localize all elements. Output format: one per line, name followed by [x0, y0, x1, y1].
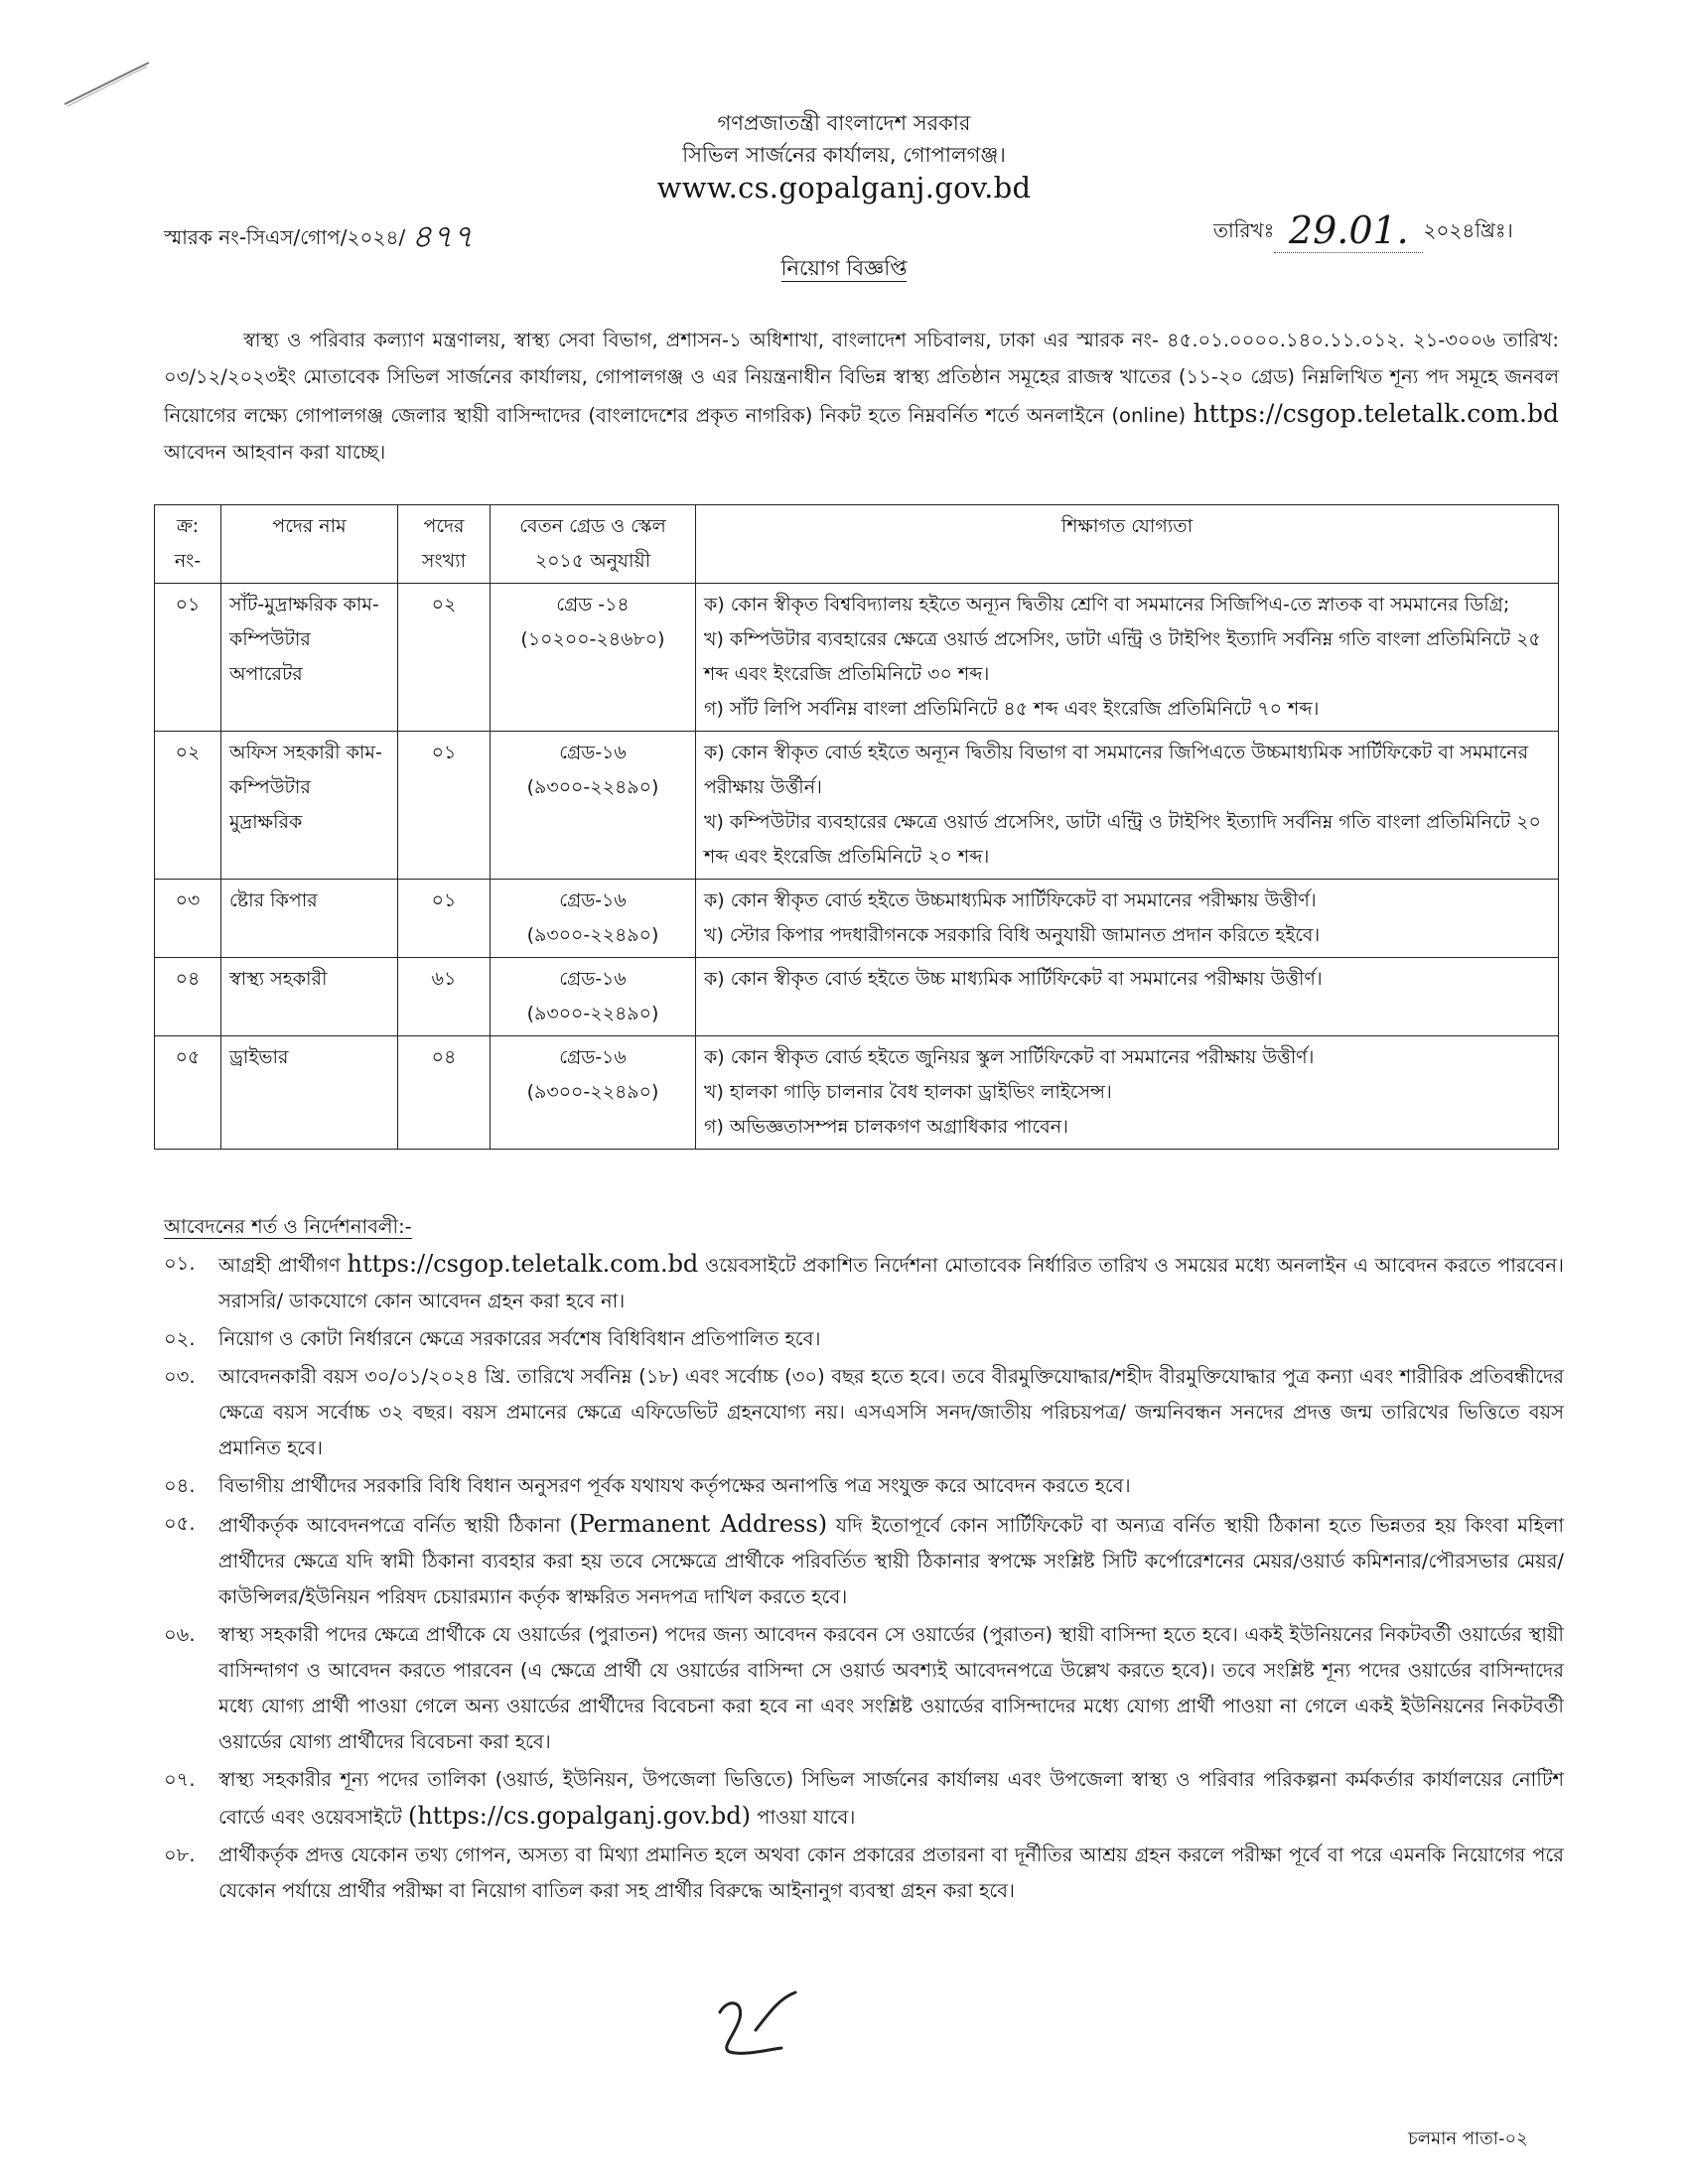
qualification-item: ক) কোন স্বীকৃত বোর্ড হইতে উচ্চ মাধ্যমিক সার্টিফিকেট বা সমমানের পরীক্ষায় উত্তীর্ণ।	[704, 968, 1323, 990]
header-post-name: পদের নাম	[221, 505, 398, 584]
date-suffix: ২০২৪খ্রিঃ।	[1423, 218, 1513, 242]
row-pay-grade	[491, 958, 696, 1036]
memo-date	[1213, 208, 1513, 253]
condition-body: প্রার্থীকর্তৃক প্রদত্ত যেকোন তথ্য গোপন, অসত্য বা মিথ্যা প্রমানিত হলে অথবা কোন প্রকারের প্রতারনা বা দূর্নীতির আশ্রয় গ্রহন করলে পরীক্ষা পূর্বে বা পরে এমনকি নিয়োগের পরে যেকোন পর্যায়ে প্রার্থীর পরীক্ষা বা নিয়োগ বাতিল করা সহ প্রার্থীর বিরুদ্ধে আইনানুগ ব্যবস্থা গ্রহন করা হবে।	[218, 1843, 1564, 1902]
header-post-count: পদের সংখ্যা	[398, 505, 491, 584]
row-serial: ০২	[155, 732, 221, 880]
row-pay-grade	[491, 1036, 696, 1150]
row-serial: ০৪	[155, 958, 221, 1036]
table-row	[155, 958, 1559, 1036]
condition-text	[218, 1617, 1564, 1760]
intro-paragraph	[164, 322, 1559, 471]
conditions-list	[164, 1246, 1564, 1911]
qualification-item: গ) অভিজ্ঞতাসম্পন্ন চালকগণ অগ্রাধিকার পাবেন।	[704, 1116, 1068, 1138]
condition-body-after: ওয়েবসাইটে প্রকাশিত নির্দেশনা মোতাবেক নির্ধারিত তারিখ ও সময়ের মধ্যে অনলাইন এ আবেদন করতে পারবেন। সরাসরি/ ডাকযোগে কোন আবেদন গ্রহন করা হবে না।	[218, 1254, 1564, 1312]
qualification-item: খ) কম্পিউটার ব্যবহারের ক্ষেত্রে ওয়ার্ড প্রসেসিং, ডাটা এন্ট্রি ও টাইপিং ইত্যাদি সর্বনিম্ন গতি বাংলা প্রতিমিনিটে ২০ শব্দ এবং ইংরেজি প্রতিমিনিটে ২০ শব্দ।	[704, 811, 1541, 868]
row-post-name: সাঁট-মুদ্রাক্ষরিক কাম-কম্পিউটার অপারেটর	[221, 584, 398, 732]
signature	[710, 1990, 799, 2060]
application-link[interactable]: https://csgop.teletalk.com.bd	[1193, 399, 1559, 428]
condition-text	[218, 1321, 1564, 1357]
condition-number: ০৮.	[164, 1843, 196, 1866]
office-name: সিভিল সার্জনের কার্যালয়, গোপালগঞ্জ।	[682, 143, 1006, 167]
condition-item	[164, 1468, 1564, 1504]
condition-body-before: স্বাস্থ্য সহকারীর শূন্য পদের তালিকা (ওয়ার্ড, ইউনিয়ন, উপজেলা ভিত্তিতে) সিভিল সার্জনের কার্যালয় এবং উপজেলা স্বাস্থ্য ও পরিবার পরিকল্পনা কর্মকর্তার কার্যালয়ের নোটিশ বোর্ডে এবং ওয়েবসাইটে	[218, 1768, 1564, 1829]
row-post-name: ড্রাইভার	[221, 1036, 398, 1150]
condition-number: ০৭.	[164, 1768, 196, 1791]
qualification-item: ক) কোন স্বীকৃত বোর্ড হইতে উচ্চমাধ্যমিক সার্টিফিকেট বা সমমানের পরীক্ষায় উত্তীর্ণ।	[704, 889, 1317, 911]
condition-item	[164, 1321, 1564, 1357]
condition-link[interactable]: (https://cs.gopalganj.gov.bd)	[407, 1802, 752, 1830]
conditions-title-text: আবেদনের শর্ত ও নির্দেশনাবলী:-	[164, 1215, 412, 1238]
row-serial: ০৫	[155, 1036, 221, 1150]
row-post-name: স্বাস্থ্য সহকারী	[221, 958, 398, 1036]
condition-link[interactable]: (Permanent Address)	[569, 1510, 828, 1538]
row-grade: গ্রেড-১৬	[559, 742, 627, 763]
condition-item	[164, 1762, 1564, 1836]
condition-link[interactable]: https://csgop.teletalk.com.bd	[347, 1250, 699, 1278]
condition-number: ০১.	[164, 1252, 196, 1275]
row-scale: (৯৩০০-২২৪৯০)	[526, 924, 659, 946]
condition-text	[218, 1506, 1564, 1615]
condition-item	[164, 1506, 1564, 1615]
row-post-count: ০১	[398, 732, 491, 880]
vacancy-table	[154, 504, 1559, 1150]
condition-text	[218, 1359, 1564, 1466]
condition-number: ০৫.	[164, 1512, 196, 1535]
condition-number: ০২.	[164, 1327, 196, 1350]
table-row	[155, 880, 1559, 958]
condition-number: ০৪.	[164, 1474, 196, 1497]
condition-text	[218, 1246, 1564, 1319]
condition-number: ০৬.	[164, 1623, 196, 1646]
row-pay-grade	[491, 584, 696, 732]
row-pay-grade	[491, 732, 696, 880]
condition-item	[164, 1617, 1564, 1760]
row-qualification	[696, 1036, 1559, 1150]
table-row	[155, 584, 1559, 732]
row-scale: (১০২০০-২৪৬৮০)	[520, 628, 665, 650]
row-post-count: ০১	[398, 880, 491, 958]
row-grade: গ্রেড-১৬	[559, 968, 627, 990]
condition-item	[164, 1359, 1564, 1466]
qualification-item: ক) কোন স্বীকৃত বিশ্ববিদ্যালয় হইতে অন্যূন দ্বিতীয় শ্রেণি বা সমমানের সিজিপিএ-তে স্নাতক বা সমমানের ডিগ্রি;	[704, 594, 1510, 615]
condition-text	[218, 1838, 1564, 1909]
intro-text-after: আবেদন আহবান করা যাচ্ছে।	[164, 441, 386, 464]
table-row	[155, 732, 1559, 880]
row-serial: ০১	[155, 584, 221, 732]
qualification-item: খ) কম্পিউটার ব্যবহারের ক্ষেত্রে ওয়ার্ড প্রসেসিং, ডাটা এন্ট্রি ও টাইপিং ইত্যাদি সর্বনিম্ন গতি বাংলা প্রতিমিনিটে ২৫ শব্দ এবং ইংরেজি প্রতিমিনিটে ৩০ শব্দ।	[704, 628, 1541, 685]
condition-item	[164, 1246, 1564, 1319]
row-qualification	[696, 958, 1559, 1036]
notice-title	[0, 252, 1688, 287]
row-qualification	[696, 584, 1559, 732]
condition-number: ০৩.	[164, 1365, 196, 1388]
header-pay-grade: বেতন গ্রেড ও স্কেল ২০১৫ অনুযায়ী	[491, 505, 696, 584]
condition-text	[218, 1468, 1564, 1504]
conditions-title	[164, 1213, 412, 1245]
qualification-item: ক) কোন স্বীকৃত বোর্ড হইতে জুনিয়র স্কুল সার্টিফিকেট বা সমমানের পরীক্ষায় উত্তীর্ণ।	[704, 1046, 1315, 1068]
date-handwritten: 29.01.	[1274, 208, 1423, 253]
memo-ref-handwritten-number: ৪৭৭	[411, 217, 474, 255]
condition-body: স্বাস্থ্য সহকারী পদের ক্ষেত্রে প্রার্থীকে যে ওয়ার্ডের (পুরাতন) পদের জন্য আবেদন করবেন সে ওয়ার্ডের (পুরাতন) স্থায়ী বাসিন্দা হতে হবে। একই ইউনিয়নের নিকটবর্তী ওয়ার্ডের স্থায়ী বাসিন্দাগণ ও আবেদন করতে পারবেন (এ ক্ষেত্রে প্রার্থী যে ওয়ার্ডের বাসিন্দা সে ওয়ার্ড অবশ্যই আবেদনপত্রে উল্লেখ করতে হবে)। তবে সংশ্লিষ্ট শূন্য পদের ওয়ার্ডের বাসিন্দাদের মধ্যে যোগ্য প্রার্থী পাওয়া গেলে অন্য ওয়ার্ডের প্রার্থীদের বিবেচনা করা হবে না এবং সংশ্লিষ্ট ওয়ার্ডের বাসিন্দাদের মধ্যে যোগ্য প্রার্থী পাওয়া না গেলে একই ইউনিয়নের নিকটবর্তী ওয়ার্ডের যোগ্য প্রার্থীদের বিবেচনা করা হবে।	[218, 1623, 1564, 1753]
row-qualification	[696, 880, 1559, 958]
row-post-name: অফিস সহকারী কাম-কম্পিউটার মুদ্রাক্ষরিক	[221, 732, 398, 880]
condition-body: নিয়োগ ও কোটা নির্ধারনে ক্ষেত্রে সরকারের সর্বশেষ বিধিবিধান প্রতিপালিত হবে।	[218, 1327, 821, 1350]
qualification-item: ক) কোন স্বীকৃত বোর্ড হইতে অন্যূন দ্বিতীয় বিভাগ বা সমমানের জিপিএতে উচ্চমাধ্যমিক সার্টিফিকেট বা সমমানের পরীক্ষায় উর্ত্তীর্ন।	[704, 742, 1529, 798]
row-qualification	[696, 732, 1559, 880]
row-grade: গ্রেড-১৬	[559, 889, 627, 911]
header-serial: ক্র: নং-	[155, 505, 221, 584]
condition-text	[218, 1762, 1564, 1836]
row-post-count: ০২	[398, 584, 491, 732]
row-serial: ০৩	[155, 880, 221, 958]
qualification-item: খ) স্টোর কিপার পদধারীগনকে সরকারি বিধি অনুযায়ী জামানত প্রদান করিতে হইবে।	[704, 924, 1321, 946]
condition-body-after: পাওয়া যাবে।	[757, 1806, 856, 1829]
row-post-name: ষ্টোর কিপার	[221, 880, 398, 958]
government-header: গণপ্রজাতন্ত্রী বাংলাদেশ সরকার	[717, 111, 971, 135]
condition-body: আবেদনকারী বয়স ৩০/০১/২০২৪ খ্রি. তারিখে সর্বনিম্ন (১৮) এবং সর্বোচ্চ (৩০) বছর হতে হবে। তবে বীরমুক্তিযোদ্ধার/শহীদ বীরমুক্তিযোদ্ধার পুত্র কন্যা এবং শারীরিক প্রতিবন্ধীদের ক্ষেত্রে বয়স সর্বোচ্চ ৩২ বছর। বয়স প্রমানের ক্ষেত্রে এফিডেভিট গ্রহনযোগ্য নয়। এসএসসি সনদ/জাতীয় পরিচয়পত্র/ জন্মনিবন্ধন সনদের প্রদত্ত জন্ম তারিখের ভিত্তিতে বয়স প্রমানিত হবে।	[218, 1365, 1564, 1459]
row-scale: (৯৩০০-২২৪৯০)	[526, 1081, 659, 1103]
condition-body: বিভাগীয় প্রার্থীদের সরকারি বিধি বিধান অনুসরণ পূর্বক যথাযথ কর্তৃপক্ষের অনাপত্তি পত্র সংযুক্ত করে আবেদন করতে হবে।	[218, 1474, 1131, 1497]
row-grade: গ্রেড-১৬	[559, 1046, 627, 1068]
condition-body-after: যদি ইতোপূর্বে কোন সার্টিফিকেট বা অন্যত্র বর্নিত স্থায়ী ঠিকানা হতে ভিন্নতর হয় কিংবা মহিলা প্রার্থীদের ক্ষেত্রে যদি স্বামী ঠিকানা ব্যবহার করা হয় তবে সেক্ষেত্রে প্রার্থীকে পরিবর্তিত স্থায়ী ঠিকানার স্বপক্ষে সংশ্লিষ্ট সিটি কর্পোরেশনের মেয়র/ওয়ার্ড কমিশনার/পৌরসভার মেয়র/কাউন্সিলর/ইউনিয়ন পরিষদ চেয়ারম্যান কর্তৃক স্বাক্ষরিত সনদপত্র দাখিল করতে হবে।	[218, 1514, 1565, 1608]
page-continuation: চলমান পাতা-০২	[1408, 2128, 1528, 2149]
condition-body-before: প্রার্থীকর্তৃক আবেদনপত্রে বর্নিত স্থায়ী ঠিকানা	[218, 1514, 561, 1537]
table-header-row	[155, 505, 1559, 584]
row-scale: (৯৩০০-২২৪৯০)	[526, 776, 659, 798]
pen-mark-decoration	[60, 55, 159, 114]
qualification-item: গ) সাঁট লিপি সর্বনিম্ন বাংলা প্রতিমিনিটে ৪৫ শব্দ এবং ইংরেজি প্রতিমিনিটে ৭০ শব্দ।	[704, 698, 1320, 720]
condition-body-before: আগ্রহী প্রার্থীগণ	[218, 1254, 341, 1277]
condition-item	[164, 1838, 1564, 1909]
office-website: www.cs.gopalganj.gov.bd	[656, 171, 1032, 205]
row-pay-grade	[491, 880, 696, 958]
table-row	[155, 1036, 1559, 1150]
notice-title-text: নিয়োগ বিজ্ঞপ্তি	[780, 256, 908, 280]
memo-ref-text: স্মারক নং-সিএস/গোপ/২০২৪/	[164, 225, 406, 249]
row-post-count: ৬১	[398, 958, 491, 1036]
row-post-count: ০৪	[398, 1036, 491, 1150]
qualification-item: খ) হালকা গাড়ি চালনার বৈধ হালকা ড্রাইভিং লাইসেন্স।	[704, 1081, 1112, 1103]
header-qualification: শিক্ষাগত যোগ্যতা	[696, 505, 1559, 584]
date-label: তারিখঃ	[1213, 218, 1275, 242]
row-grade: গ্রেড -১৪	[556, 594, 630, 615]
row-scale: (৯৩০০-২২৪৯০)	[526, 1003, 659, 1024]
intro-text: স্বাস্থ্য ও পরিবার কল্যাণ মন্ত্রণালয়, স্বাস্থ্য সেবা বিভাগ, প্রশাসন-১ অধিশাখা, বাংলাদেশ সচিবালয়, ঢাকা এর স্মারক নং- ৪৫.০১.০০০০.১৪০.১১.০১২. ২১-৩০০৬ তারিখ: ০৩/১২/২০২৩ইং মোতাবেক সিভিল সার্জনের কার্যালয়, গোপালগঞ্জ ও এর নিয়ন্ত্রনাধীন বিভিন্ন স্বাস্থ্য প্রতিষ্ঠান সমূহের রাজস্ব খাতের (১১-২০ গ্রেড) নিম্নলিখিত শূন্য পদ সমূহে জনবল নিয়োগের লক্ষ্যে গোপালগঞ্জ জেলার স্থায়ী বাসিন্দাদের (বাংলাদেশের প্রকৃত নাগরিক) নিকট হতে নিম্নবর্নিত শর্তে অনলাইনে (online)	[164, 329, 1559, 427]
